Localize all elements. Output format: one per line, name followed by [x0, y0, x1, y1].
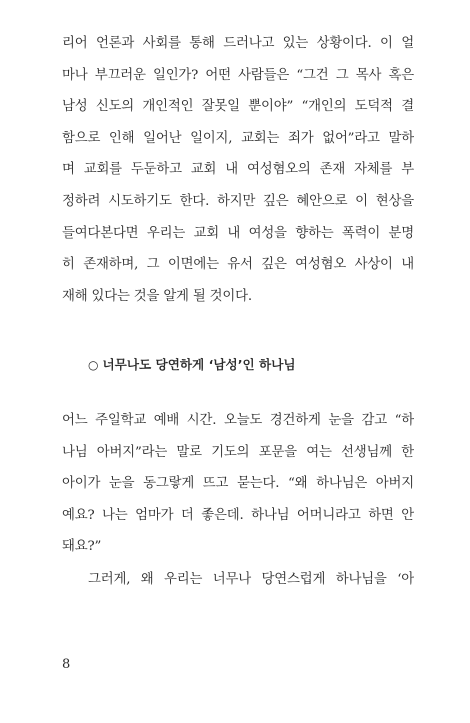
body-paragraph-2	[62, 405, 414, 563]
section-heading	[88, 353, 296, 377]
text-line: 들여다본다면 우리는 교회 내 여성을 향하는 폭력이 분명	[62, 225, 414, 241]
body-paragraph-1	[62, 28, 414, 312]
page-number: 8	[62, 657, 71, 672]
text-line: 리어 언론과 사회를 통해 드러나고 있는 상황이다. 이 얼	[62, 36, 414, 51]
section-heading-text: 너무나도 당연하게 ‘남성’인 하나님	[102, 357, 296, 372]
text-line: 며 교회를 두둔하고 교회 내 여성혐오의 존재 자체를 부	[62, 162, 414, 178]
text-line: 함으로 인해 일어난 일이지, 교회는 죄가 없어”라고 말하	[62, 130, 414, 146]
text-line: 마나 부끄러운 일인가? 어떤 사람들은 “그건 그 목사 혹은	[62, 67, 414, 83]
text-line: 히 존재하며, 그 이면에는 유서 깊은 여성혐오 사상이 내	[62, 257, 414, 273]
text-line: 돼요?”	[62, 539, 102, 555]
circle-bullet-icon: ○	[88, 358, 99, 372]
text-line: 남성 신도의 개인적인 잘못일 뿐이야” “개인의 도덕적 결	[62, 99, 414, 115]
text-line: 어느 주일학교 예배 시간. 오늘도 경건하게 눈을 감고 “하	[62, 413, 414, 428]
text-line: 재해 있다는 것을 알게 될 것이다.	[62, 288, 252, 304]
body-paragraph-3	[88, 564, 414, 596]
text-line: 나님 아버지”라는 말로 기도의 포문을 여는 선생님께 한	[62, 444, 414, 460]
text-line: 그러게, 왜 우리는 너무나 당연스럽게 하나님을 ‘아	[88, 572, 414, 587]
text-line: 예요? 나는 엄마가 더 좋은데. 하나님 어머니라고 하면 안	[62, 507, 414, 523]
text-line: 아이가 눈을 동그랗게 뜨고 묻는다. “왜 하나님은 아버지	[62, 476, 414, 492]
text-line: 정하려 시도하기도 한다. 하지만 깊은 혜안으로 이 현상을	[62, 193, 414, 209]
